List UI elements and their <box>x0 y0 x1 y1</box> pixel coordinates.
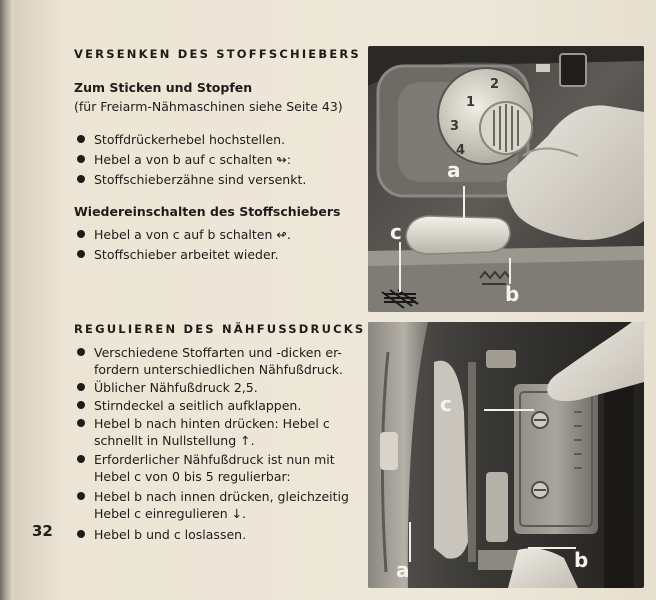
bullet-dot <box>77 175 85 183</box>
book-spine <box>0 0 14 600</box>
list-item-text: Hebel a von c auf b schalten ↫. <box>94 227 291 242</box>
bullet-dot <box>77 250 85 258</box>
photo-presser-foot-pressure <box>368 322 644 588</box>
photo-feed-dog-lever-illustration <box>368 46 644 312</box>
bullet-dot <box>77 492 85 500</box>
bullet-dot <box>77 155 85 163</box>
list-item-text: Stoffdrückerhebel hochstellen. <box>94 132 286 147</box>
list-item-text: Stoffschieberzähne sind versenkt. <box>94 172 307 187</box>
list-item-text: Hebel b nach innen drücken, gleichzeitig <box>94 489 349 504</box>
list-item-text: Stoffschieber arbeitet wieder. <box>94 247 279 262</box>
list-item-text: Stirndeckel a seitlich aufklappen. <box>94 398 302 413</box>
bullet-dot <box>77 348 85 356</box>
photo-presser-foot-pressure-illustration <box>368 322 644 588</box>
dial-number: 2 <box>490 77 500 92</box>
bullet-dot <box>77 135 85 143</box>
section1-note: (für Freiarm-Nähmaschinen siehe Seite 43) <box>74 99 343 114</box>
photo1-label-c: c <box>390 220 402 244</box>
list-item-text: Hebel c von 0 bis 5 regulierbar: <box>94 469 291 484</box>
list-item-text: Hebel b nach hinten drücken: Hebel c <box>94 416 330 431</box>
page-number: 32 <box>32 522 53 540</box>
dial-number: 4 <box>456 143 466 158</box>
photo2-label-b: b <box>574 548 589 572</box>
bullet-dot <box>77 455 85 463</box>
list-item <box>94 171 306 188</box>
dial-number: 1 <box>466 95 476 110</box>
list-item <box>94 526 246 543</box>
list-item-text: schnellt in Nullstellung ↑. <box>94 433 255 448</box>
section1-subheading1: Zum Sticken und Stopfen <box>74 80 253 95</box>
list-item-text: Üblicher Nähfußdruck 2,5. <box>94 380 258 395</box>
list-item <box>94 415 330 449</box>
photo1-label-a: a <box>447 158 461 182</box>
photo2-label-a: a <box>396 558 410 582</box>
bullet-dot <box>77 401 85 409</box>
photo2-label-c: c <box>440 392 452 416</box>
list-item <box>94 488 349 522</box>
photo-feed-dog-lever <box>368 46 644 312</box>
bullet-dot <box>77 419 85 427</box>
list-item-text: Erforderlicher Nähfußdruck ist nun mit <box>94 452 335 467</box>
photo1-label-b: b <box>505 282 520 306</box>
list-item <box>94 246 279 263</box>
bullet-dot <box>77 383 85 391</box>
section1-heading: VERSENKEN DES STOFFSCHIEBERS <box>74 47 361 61</box>
list-item <box>94 344 343 378</box>
list-item <box>94 131 285 148</box>
bullet-dot <box>77 230 85 238</box>
list-item-text: Hebel c einregulieren ↓. <box>94 506 247 521</box>
section1-subheading2: Wiedereinschalten des Stoffschiebers <box>74 204 341 219</box>
bullet-dot <box>77 530 85 538</box>
list-item <box>94 226 291 243</box>
dial-number: 3 <box>450 119 460 134</box>
list-item-text: Hebel b und c loslassen. <box>94 527 247 542</box>
list-item <box>94 397 301 414</box>
list-item <box>94 379 258 396</box>
section2-heading: REGULIEREN DES NÄHFUSSDRUCKS <box>74 322 366 336</box>
list-item-text: fordern unterschiedlichen Nähfußdruck. <box>94 362 343 377</box>
list-item <box>94 451 335 485</box>
list-item-text: Hebel a von b auf c schalten ↬: <box>94 152 292 167</box>
list-item-text: Verschiedene Stoffarten und -dicken er- <box>94 345 342 360</box>
list-item <box>94 151 291 168</box>
